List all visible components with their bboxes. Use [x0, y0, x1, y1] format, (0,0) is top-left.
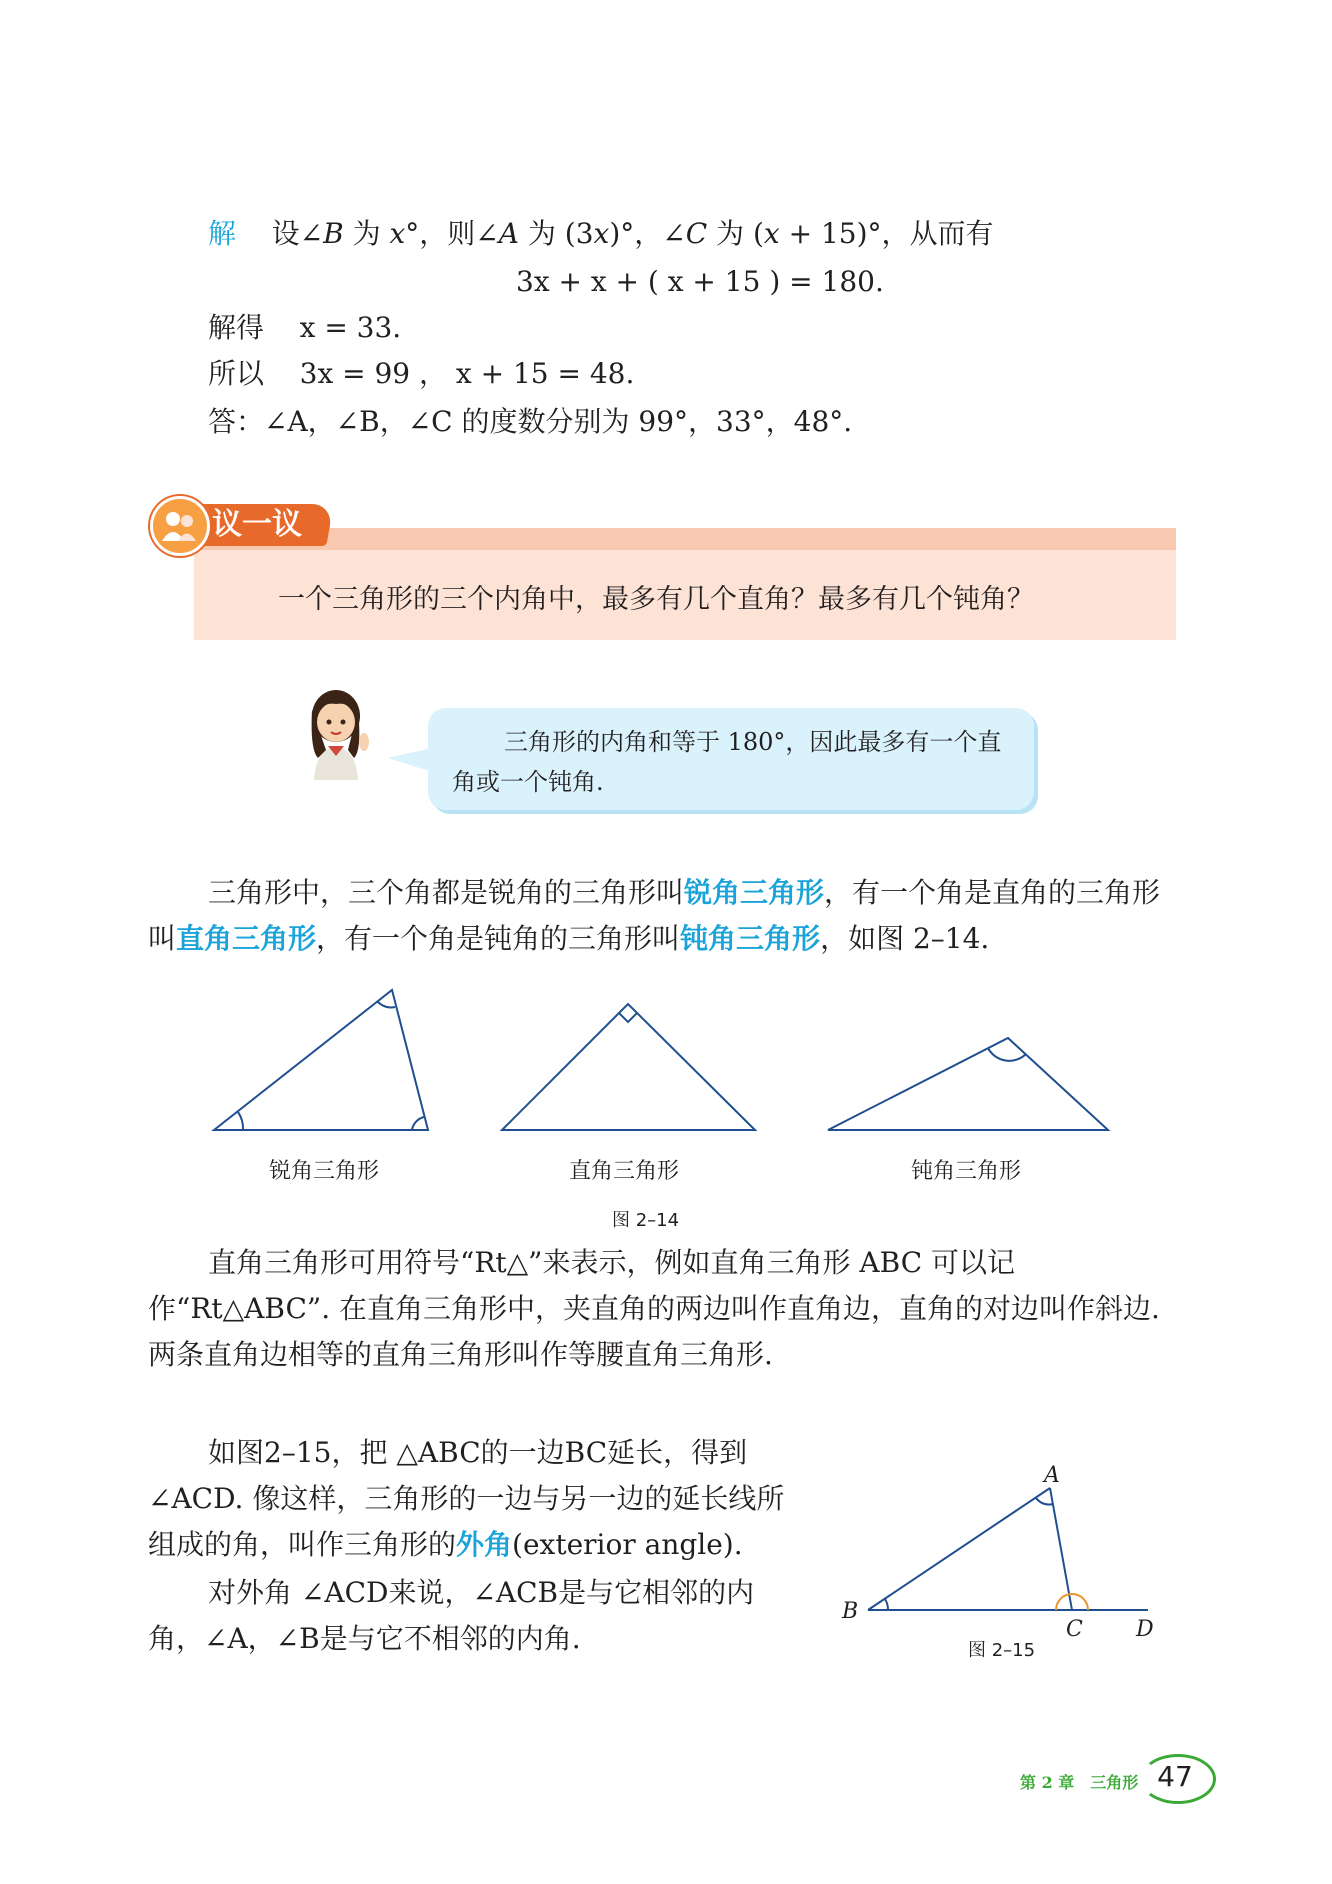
term-exterior-angle: 外角	[456, 1528, 513, 1561]
caption-obtuse: 钝角三角形	[910, 1159, 1021, 1184]
girl-avatar	[300, 680, 380, 780]
so-value: 3x = 99 ， x + 15 = 48.	[299, 357, 635, 390]
classification-paragraph: 三角形中，三个角都是锐角的三角形叫锐角三角形，有一个角是直角的三角形叫直角三角形，有一个角是钝角的三角形叫钝角三角形，如图 2–14.	[148, 876, 1161, 955]
solution-equation: 3x + x + ( x + 15 ) = 180.	[516, 265, 884, 298]
discuss-badge-text: 议一议	[212, 507, 302, 542]
discuss-band-top	[194, 528, 1176, 550]
figure-2-15-caption: 图 2–15	[968, 1640, 1036, 1661]
exterior-angle-paragraph: 如图2–15，把 △ABC的一边BC延长，得到∠ACD. 像这样，三角形的一边与另一边的延长线所组成的角，叫作三角形的外角(exterior angle).	[148, 1436, 785, 1561]
solution-line-1: 解 设∠B 为 x°，则∠A 为 (3x)°，∠C 为 (x + 15)°，从而有	[208, 217, 994, 250]
exterior-angle-adjacent: 对外角 ∠ACD来说，∠ACB是与它相邻的内角，∠A，∠B是与它不相邻的内角.	[148, 1576, 755, 1655]
page-number: 47	[1157, 1760, 1193, 1793]
solve-value: x = 33.	[299, 311, 402, 344]
solution-so-line	[208, 354, 634, 394]
term-acute-triangle: 锐角三角形	[684, 876, 825, 909]
footer-chapter: 第 2 章 三角形	[1020, 1773, 1139, 1792]
discuss-question: 一个三角形的三个内角中，最多有几个直角？最多有几个钝角？	[278, 584, 1034, 615]
so-label: 所以	[208, 357, 265, 390]
solution-label: 解	[208, 217, 237, 250]
acute-triangle	[214, 990, 428, 1130]
caption-right: 直角三角形	[568, 1159, 679, 1184]
speech-bubble-text: 三角形的内角和等于 180°，因此最多有一个直角或一个钝角.	[452, 728, 1002, 796]
discuss-badge	[150, 496, 334, 552]
speech-bubble-tail	[388, 748, 432, 772]
people-icon	[150, 496, 210, 556]
figure-2-15	[840, 1460, 1180, 1640]
solve-label: 解得	[208, 311, 265, 344]
solution-answer: 答：∠A，∠B，∠C 的度数分别为 99°，33°，48°.	[208, 405, 853, 438]
obtuse-triangle	[828, 1038, 1108, 1130]
right-triangle-paragraph: 直角三角形可用符号“Rt△”来表示，例如直角三角形 ABC 可以记作“Rt△ABC”. 在直角三角形中，夹直角的两边叫作直角边，直角的对边叫作斜边. 两条直角边相等的直角三角形叫作等腰直角三角形.	[148, 1246, 1160, 1371]
caption-acute: 锐角三角形	[268, 1159, 379, 1184]
point-D: D	[1136, 1617, 1154, 1640]
point-B: B	[842, 1599, 859, 1624]
right-triangle	[502, 1004, 755, 1130]
point-C: C	[1066, 1617, 1083, 1640]
figure-2-14-caption: 图 2–14	[612, 1210, 680, 1231]
point-A: A	[1044, 1463, 1060, 1488]
term-right-triangle: 直角三角形	[176, 922, 317, 955]
solution-solve-line	[208, 308, 401, 348]
term-obtuse-triangle: 钝角三角形	[680, 922, 821, 955]
figure-2-14	[0, 980, 1332, 1140]
